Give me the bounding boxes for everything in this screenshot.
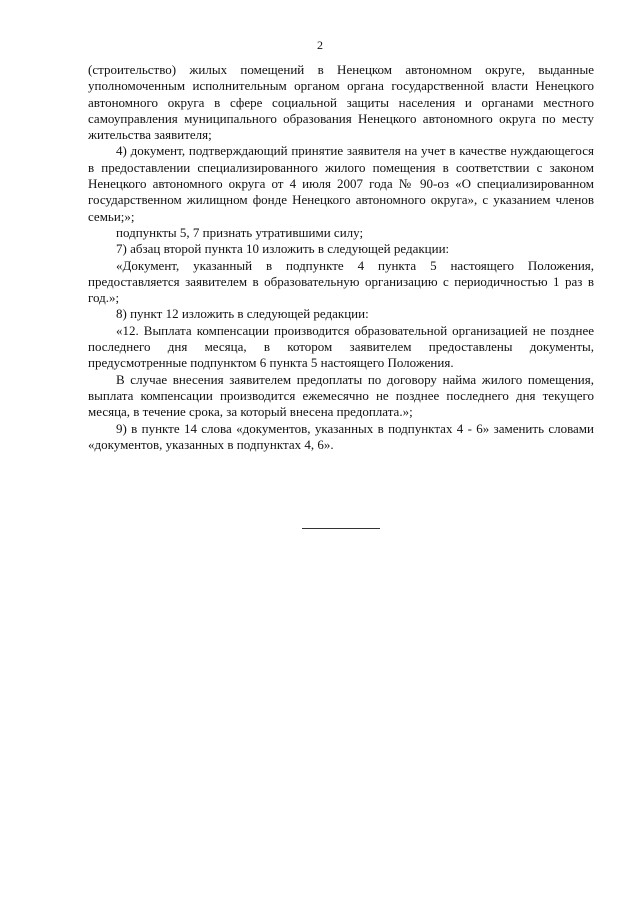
paragraph-item-7-quote: «Документ, указанный в подпункте 4 пункта 5 настоящего Положения, предоставляется заявителем в образовательную организацию с периодичностью 1 раз в год.»; [88, 257, 594, 306]
paragraph-item-8: 8) пункт 12 изложить в следующей редакции: [116, 306, 369, 322]
end-divider-line [302, 528, 380, 529]
paragraph-subitems-repeal: подпункты 5, 7 признать утратившими силу; [116, 224, 364, 240]
paragraph-prepayment: В случае внесения заявителем предоплаты по договору найма жилого помещения, выплата компенсации производится ежемесячно не позднее последнего дня текущего месяца, в течение срока, за который внесена предоплата.»; [88, 371, 594, 420]
paragraph-item-9: 9) в пункте 14 слова «документов, указанных в подпунктах 4 - 6» заменить словами «документов, указанных в подпунктах 4, 6». [88, 420, 594, 452]
paragraph-item-7: 7) абзац второй пункта 10 изложить в следующей редакции: [116, 241, 450, 257]
paragraph-subitem-4: 4) документ, подтверждающий принятие заявителя на учет в качестве нуждающегося в предоставлении специализированного жилого помещения в соответствии с законом Ненецкого автономного округа от 4 июля 2007 года № 90-оз «О специализированном государственном жилищном фонде Ненецкого автономного округа», с указанием членов семьи;»; [88, 143, 594, 224]
document-body [88, 62, 594, 453]
paragraph-continuation: (строительство) жилых помещений в Ненецком автономном округе, выданные уполномоченным исполнительным органом органа государственной власти Ненецкого автономного округа в сфере социальной защиты населения и органами местного самоуправления муниципального образования Ненецкого автономного округа по месту жительства заявителя; [88, 62, 594, 143]
page-number: 2 [317, 38, 323, 52]
paragraph-item-8-quote: «12. Выплата компенсации производится образовательной организацией не позднее последнего дня месяца, в котором заявителем предоставлены документы, предусмотренные подпунктом 6 пункта 5 настоящего Положения. [88, 322, 594, 371]
